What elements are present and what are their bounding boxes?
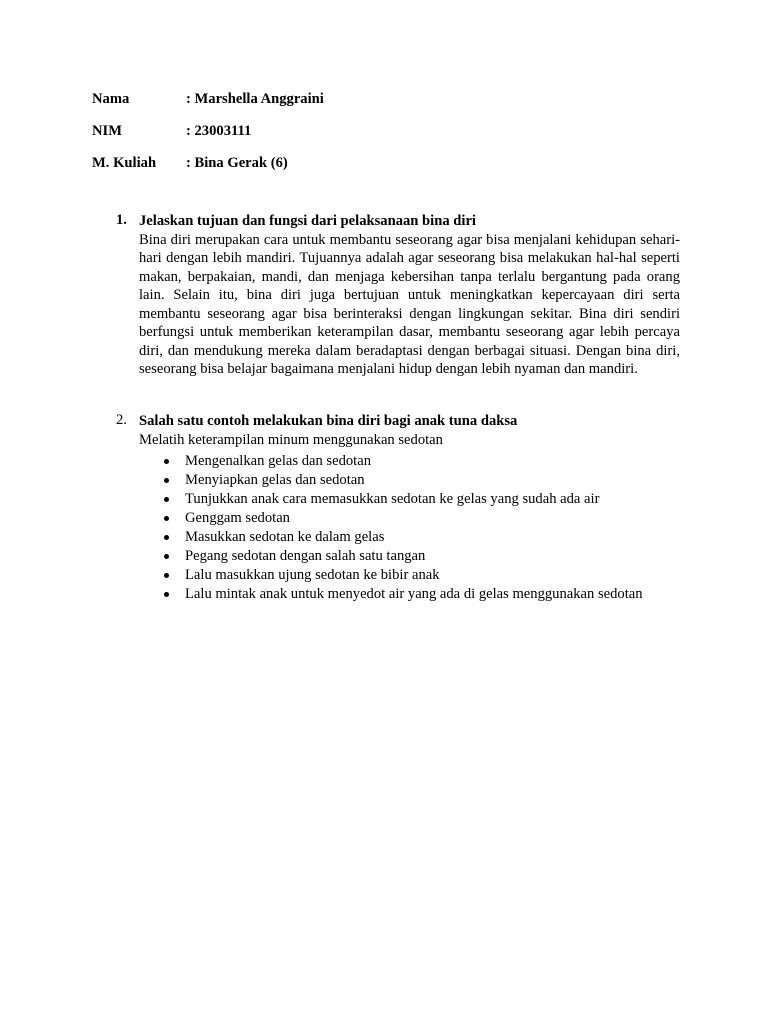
list-item: [139, 528, 680, 547]
question-1: [116, 212, 680, 379]
answer-paragraph: Bina diri merupakan cara untuk membantu seseorang agar bisa menjalani kehidupan sehari-hari dengan lebih mandiri. Tujuannya adalah agar seseorang bisa melakukan hal-hal seperti makan, berpakaian, mandi, dan menjaga kebersihan tanpa terlalu bergantung pada orang lain. Selain itu, bina diri juga bertujuan untuk meningkatkan kepercayaan diri serta membantu seseorang agar bisa berinteraksi dengan lingkungan sekitar. Bina diri sendiri berfungsi untuk memberikan keterampilan dasar, membantu seseorang agar lebih percaya diri, dan mendukung mereka dalam beradaptasi dengan berbagai situasi. Dengan bina diri, seseorang bisa belajar bagaimana menjalani hidup dengan lebih nyaman dan mandiri.: [139, 231, 680, 377]
list-item: [139, 547, 680, 566]
kuliah-label: M. Kuliah: [92, 155, 157, 171]
step-text: Lalu mintak anak untuk menyedot air yang ada di gelas menggunakan sedotan: [185, 586, 643, 603]
list-item: [139, 452, 680, 471]
bullet-icon: [164, 573, 169, 578]
nim-value: : 23003111: [186, 123, 252, 139]
nama-value: : Marshella Anggraini: [186, 91, 324, 107]
bullet-icon: [164, 516, 169, 521]
list-item: [139, 471, 680, 490]
step-text: Mengenalkan gelas dan sedotan: [185, 452, 372, 469]
list-item: [139, 585, 680, 604]
steps-list: [139, 452, 680, 605]
step-text: Tunjukkan anak cara memasukkan sedotan ke gelas yang sudah ada air: [185, 490, 600, 507]
info-row-kuliah: [92, 155, 288, 175]
list-item: [139, 566, 680, 585]
info-row-nim: [92, 123, 251, 143]
bullet-icon: [164, 554, 169, 559]
question-heading: Salah satu contoh melakukan bina diri bagi anak tuna daksa: [139, 413, 518, 429]
bullet-icon: [164, 497, 169, 502]
info-row-nama: [92, 91, 324, 111]
list-item: [139, 490, 680, 509]
step-text: Masukkan sedotan ke dalam gelas: [185, 528, 385, 545]
kuliah-value: : Bina Gerak (6): [186, 155, 288, 171]
list-item: [139, 509, 680, 528]
bullet-icon: [164, 535, 169, 540]
question-heading: Jelaskan tujuan dan fungsi dari pelaksanaan bina diri: [139, 213, 476, 229]
answer-subheading: Melatih keterampilan minum menggunakan sedotan: [139, 431, 443, 448]
step-text: Lalu masukkan ujung sedotan ke bibir anak: [185, 567, 440, 584]
nim-label: NIM: [92, 123, 122, 139]
step-text: Pegang sedotan dengan salah satu tangan: [185, 547, 426, 564]
question-2: [116, 412, 680, 604]
question-number: 1.: [116, 212, 127, 228]
step-text: Genggam sedotan: [185, 509, 290, 526]
step-text: Menyiapkan gelas dan sedotan: [185, 471, 365, 488]
bullet-icon: [164, 459, 169, 464]
bullet-icon: [164, 478, 169, 483]
bullet-icon: [164, 592, 169, 597]
nama-label: Nama: [92, 91, 130, 107]
question-number: 2.: [116, 412, 127, 428]
